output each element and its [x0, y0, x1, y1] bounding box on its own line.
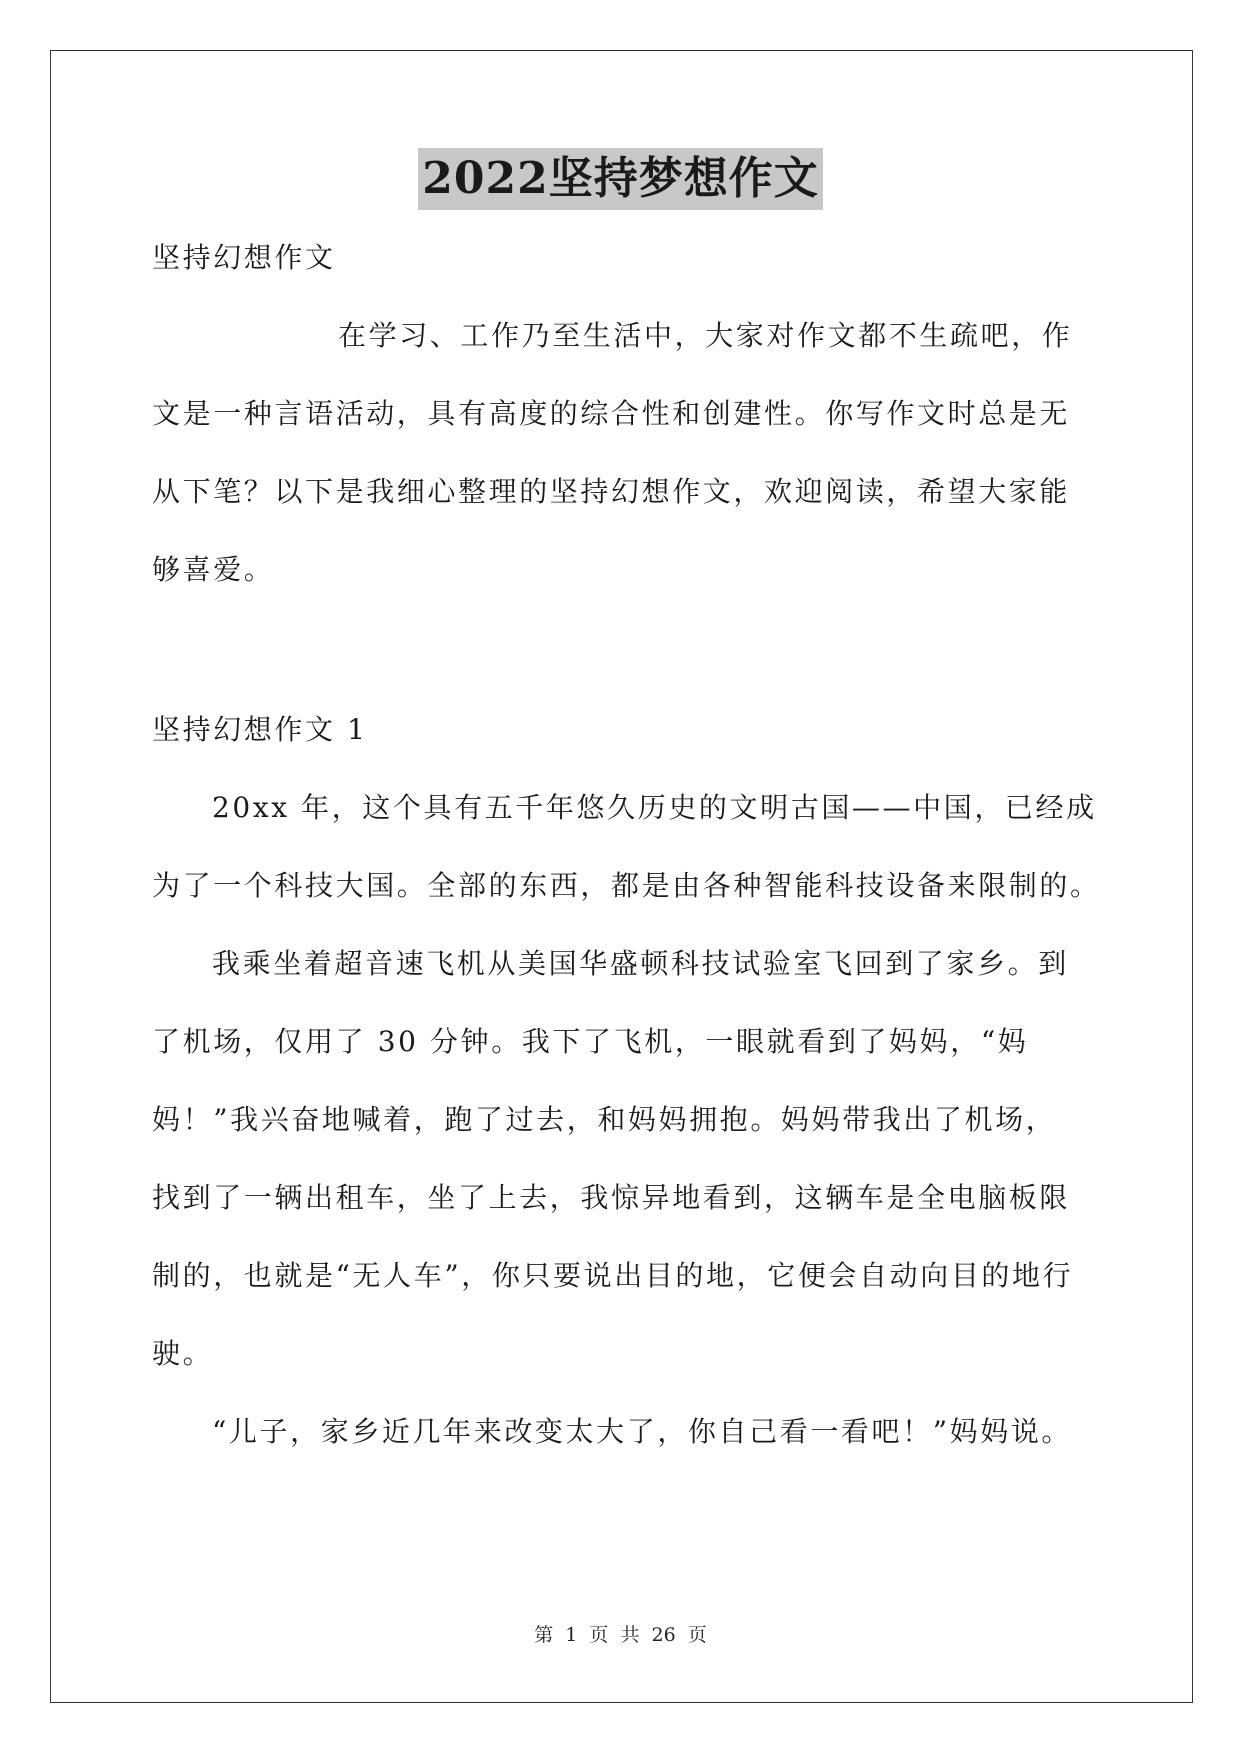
paragraph-line: 20xx 年，这个具有五千年悠久历史的文明古国——中国，已经成 [212, 791, 1097, 824]
document-title: 2022坚持梦想作文 [418, 148, 822, 210]
blank-spacer [152, 623, 1092, 705]
paragraph-line: 妈！”我兴奋地喊着，跑了过去，和妈妈拥抱。妈妈带我出了机场， [152, 1103, 1057, 1136]
paragraph-line: 够喜爱。 [152, 553, 275, 586]
paragraph-line: 从下笔？以下是我细心整理的坚持幻想作文，欢迎阅读，希望大家能 [152, 475, 1071, 508]
paragraph-line: 文是一种言语活动，具有高度的综合性和创建性。你写作文时总是无 [152, 397, 1071, 430]
section-heading: 坚持幻想作文 [152, 241, 336, 274]
paragraph-line: 驶。 [152, 1337, 214, 1370]
paragraph-line: 制的，也就是“无人车”，你只要说出目的地，它便会自动向目的地行 [152, 1259, 1074, 1292]
document-body [152, 233, 1101, 1485]
paragraph-line: 在学习、工作乃至生活中，大家对作文都不生疏吧，作 [338, 319, 1073, 352]
paragraph-line: 了机场，仅用了 30 分钟。我下了飞机，一眼就看到了妈妈，“妈 [152, 1025, 1029, 1058]
page-footer: 第 1 页 共 26 页 [534, 1624, 707, 1646]
section-heading: 坚持幻想作文 1 [152, 713, 368, 746]
paragraph-line: 我乘坐着超音速飞机从美国华盛顿科技试验室飞回到了家乡。到 [212, 947, 1069, 980]
paragraph-line: 为了一个科技大国。全部的东西，都是由各种智能科技设备来限制的。 [152, 869, 1101, 902]
paragraph-line: “儿子，家乡近几年来改变太大了，你自己看一看吧！”妈妈说。 [212, 1415, 1073, 1448]
title-container [0, 148, 1241, 210]
paragraph-line: 找到了一辆出租车，坐了上去，我惊异地看到，这辆车是全电脑板限 [152, 1181, 1071, 1214]
